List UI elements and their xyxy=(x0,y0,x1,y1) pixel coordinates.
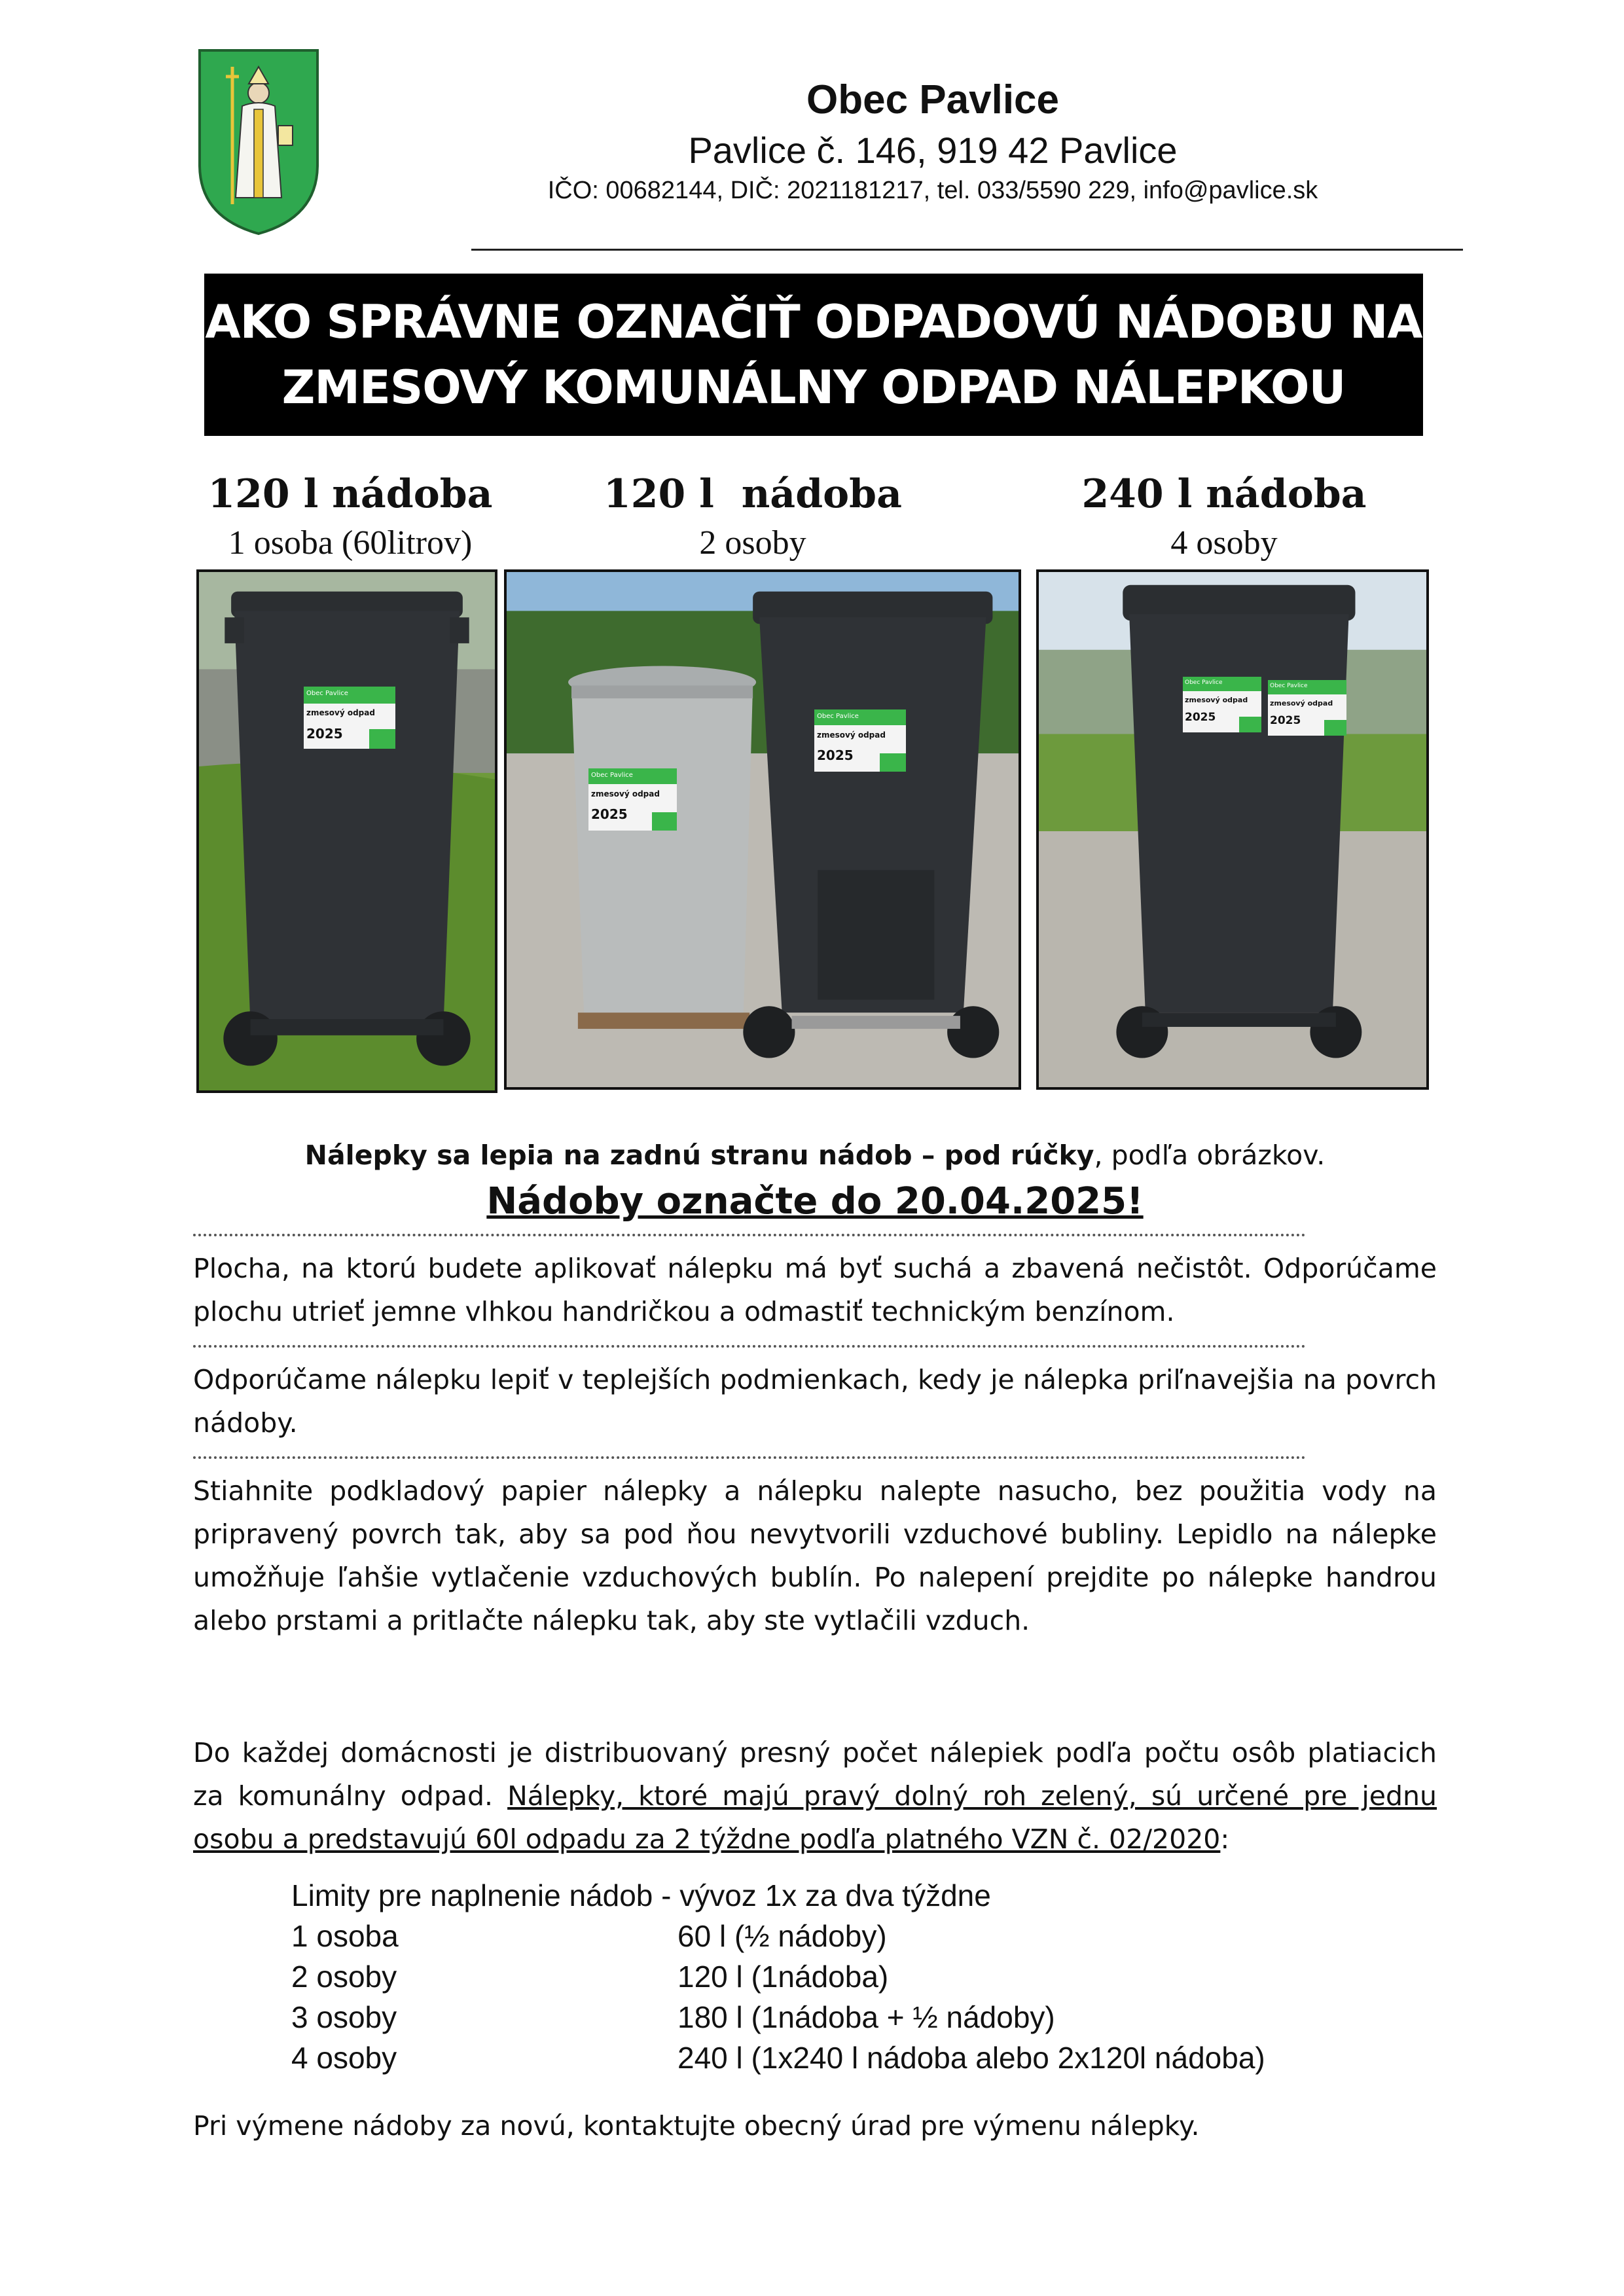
sticker-year: 2025 xyxy=(1270,714,1301,727)
photo-120l-bin-1-person xyxy=(196,569,497,1093)
sticker-photo-2a xyxy=(588,768,677,831)
bin-1-subtitle: 1 osoba (60litrov) xyxy=(228,524,473,562)
header-divider xyxy=(471,249,1463,251)
sticker-photo-3a xyxy=(1183,677,1261,732)
sticker-placement-note xyxy=(193,1136,1437,1175)
limits-persons: 3 osoby xyxy=(291,2000,397,2034)
table-row xyxy=(291,2037,1339,2078)
table-row xyxy=(291,1916,1339,1956)
fill-limits-table xyxy=(291,1875,1339,2078)
sticker-year: 2025 xyxy=(817,747,854,763)
bin-1-title: 120 l nádoba xyxy=(208,471,493,517)
sticker-label: zmesový odpad xyxy=(1270,699,1333,708)
photo-120l-bins-2-persons xyxy=(504,569,1021,1090)
limits-persons: 1 osoba xyxy=(291,1919,399,1953)
sticker-label: zmesový odpad xyxy=(591,789,660,798)
photo-240l-bin-4-persons xyxy=(1036,569,1429,1090)
distribution-text: Do každej domácnosti je distribuovaný presný počet nálepiek podľa počtu osôb platiacich za komunálny odpad. xyxy=(193,1737,1437,1812)
limits-volume: 240 l (1x240 l nádoba alebo 2x120l nádoba) xyxy=(677,2041,1265,2075)
dotted-divider xyxy=(193,1456,1306,1459)
instruction-paragraph-1: Plocha, na ktorú budete aplikovať nálepku má byť suchá a zbavená nečistôt. Odporúčame plochu utrieť jemne vlhkou handričkou a odmastiť technickým benzínom. xyxy=(193,1253,1437,1327)
limits-volume: 120 l (1nádoba) xyxy=(677,1960,889,1994)
distribution-text-end: : xyxy=(1220,1823,1230,1855)
sticker-photo-1 xyxy=(304,687,395,749)
bin-3-subtitle: 4 osoby xyxy=(1170,524,1278,562)
sticker-label: zmesový odpad xyxy=(306,708,375,717)
sticker-year: 2025 xyxy=(1185,711,1216,724)
title-banner xyxy=(204,274,1423,436)
limits-heading: Limity pre naplnenie nádob - vývoz 1x za dva týždne xyxy=(291,1878,991,1912)
organization-name: Obec Pavlice xyxy=(806,77,1060,122)
organization-contact-ids: IČO: 00682144, DIČ: 2021181217, tel. 033/5590 229, info@pavlice.sk xyxy=(547,177,1318,204)
instruction-paragraph-2: Odporúčame nálepku lepiť v teplejších podmienkach, kedy je nálepka priľnavejšia na povrch nádoby. xyxy=(193,1364,1437,1439)
note-rest: , podľa obrázkov. xyxy=(1094,1139,1326,1171)
limits-persons: 2 osoby xyxy=(291,1960,397,1994)
title-line-2: ZMESOVÝ KOMUNÁLNY ODPAD NÁLEPKOU xyxy=(281,361,1346,414)
organization-address: Pavlice č. 146, 919 42 Pavlice xyxy=(688,130,1178,171)
limits-persons: 4 osoby xyxy=(291,2041,397,2075)
sticker-org: Obec Pavlice xyxy=(1185,679,1223,686)
sticker-org: Obec Pavlice xyxy=(591,772,633,779)
sticker-label: zmesový odpad xyxy=(817,730,886,740)
sticker-year: 2025 xyxy=(591,806,628,822)
deadline-notice: Nádoby označte do 20.04.2025! xyxy=(486,1180,1144,1223)
instruction-paragraph-3: Stiahnite podkladový papier nálepky a nálepku nalepte nasucho, bez použitia vody na pripravený povrch tak, aby sa pod ňou nevytvorili vzduchové bubliny. Lepidlo na nálepke umožňuje ľahšie vytlačenie vzduchových bublín. Po nalepení prejdite po nálepke handrou alebo prstami a pritlačte nálepku tak, aby ste vytlačili vzduch. xyxy=(193,1475,1437,1636)
sticker-photo-2b xyxy=(814,709,906,772)
table-row xyxy=(291,1956,1339,1997)
limits-volume: 180 l (1nádoba + ½ nádoby) xyxy=(677,2000,1055,2034)
table-row xyxy=(291,1997,1339,2037)
note-bold: Nálepky sa lepia na zadnú stranu nádob – pod rúčky xyxy=(304,1139,1094,1171)
dotted-divider xyxy=(193,1345,1306,1348)
bin-2-subtitle: 2 osoby xyxy=(699,524,806,562)
sticker-org: Obec Pavlice xyxy=(817,713,859,720)
title-line-1: AKO SPRÁVNE OZNAČIŤ ODPADOVÚ NÁDOBU NA xyxy=(205,295,1422,349)
sticker-photo-3b xyxy=(1268,680,1346,736)
sticker-org: Obec Pavlice xyxy=(1270,683,1308,689)
replacement-note: Pri výmene nádoby za novú, kontaktujte obecný úrad pre výmenu nálepky. xyxy=(193,2110,1200,2142)
sticker-label: zmesový odpad xyxy=(1185,696,1248,704)
distribution-paragraph xyxy=(193,1731,1437,1861)
municipal-crest-logo xyxy=(196,47,321,237)
bin-3-title: 240 l nádoba xyxy=(1081,471,1367,517)
limits-volume: 60 l (½ nádoby) xyxy=(677,1919,887,1953)
sticker-year: 2025 xyxy=(306,726,343,742)
dotted-divider xyxy=(193,1234,1306,1236)
sticker-org: Obec Pavlice xyxy=(306,690,348,697)
bin-2-title: 120 l nádoba xyxy=(603,471,902,517)
distribution-underlined-text: Nálepky, ktoré majú pravý dolný roh zelený, sú určené pre jednu osobu a predstavujú 60l odpadu za 2 týždne podľa platného VZN č. 02/2020 xyxy=(193,1780,1437,1855)
